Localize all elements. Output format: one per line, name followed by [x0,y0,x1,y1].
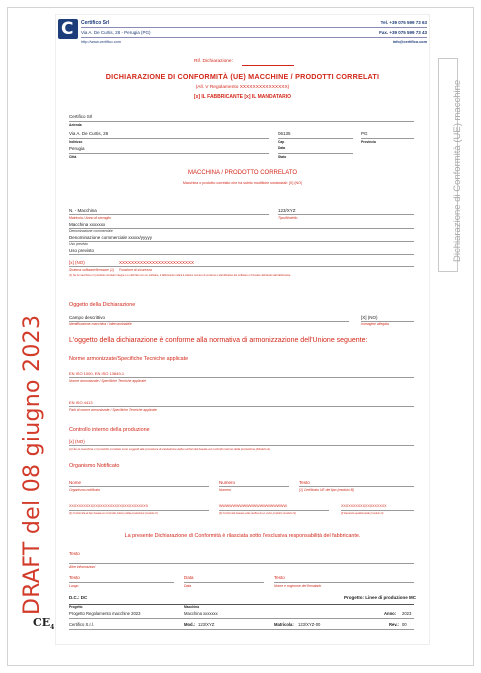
notified-body-name-sub: Organismo notificato [69,488,101,492]
signature-text-sub: Altre informazioni [69,565,96,569]
footer-project-right: Progetto: Linee di produzione MC [344,595,416,600]
machine-footnote: (1) Se la macchina o il prodotto correlato integra o è utilizzato con un software, il fabbricante indica il relativo numero di versione o identificativo del software o firmware dichiarato dal fabbricante. [69,274,292,277]
document-header [56,15,429,53]
manufacturer-name-label: Azienda [69,123,82,127]
footer-model-label: Mod.: [184,622,196,627]
notified-body-code-2-sub: [b] Conformità basata sulla verifica di un unico prodotto (modulo G) [219,512,296,515]
footer-model-value: 123/XYZ [198,622,215,627]
signature-sign-sub: Nome e cognome del firmatario [274,584,322,588]
footer-serial-value: 123/XYZ-00 [298,622,321,627]
header-address: Via A. De Curtis, 28 - Perugia (PG) [81,30,151,35]
signature-date-label: Data [184,575,194,580]
footer-year-value: 2023 [402,611,412,616]
machine-commercial-label: Uso previsto [69,242,88,246]
machine-flags-label: Sistema software/firmware (1) [69,268,115,272]
notified-body-code-1: XXXXXXXXXXXXXXXXXXXXXXXXXXXXXXXXX [69,504,149,508]
object-field-right-label: Immagine allegata [361,322,389,326]
ref-label: Rif. Dichiarazione: [194,59,233,64]
header-fax: Fax. +39 075 599 73 43 [379,30,427,35]
manufacturer-date-label: Data [278,146,286,150]
standards-line-1: EN ISO 1000, EN ISO 13849-1 [69,371,125,376]
machine-serial-left-label: Matricola / Anno di serraglio [69,216,111,220]
machine-name: Macchina xxxxxxx [69,222,106,227]
manufacturer-name: Certifico Srl [69,114,93,119]
internal-control-title: Controllo interno della produzione [69,427,150,433]
machine-section-note: Macchina o prodotto correlato che ha subito modifiche sostanziali: [X] (NO) [182,181,303,185]
signature-text-label: Testo [69,551,80,556]
ce-mark-icon: $CE_4$ [33,616,55,632]
machine-serial-value: 123/XYZ [278,208,296,213]
manufacturer-country-label: Stato [278,155,287,159]
header-company: Certifico Srl [81,20,110,26]
standards-line-2: EN ISO 4413 [69,400,93,405]
manufacturer-city-label: Città [69,155,77,159]
notified-body-code-1-sub: [1] Conformità al tipo basata sul controllo interno della produzione (modulo C) [69,512,158,515]
sidebar-label: Dichiarazione di Conformità (UE) macchine [452,79,463,262]
internal-control-value[interactable]: [x] (NO) [69,439,85,444]
footer-project-label: Progetto [69,605,83,609]
machine-use: Uso previsto [69,248,95,253]
manufacturer-cap-label: Cap [278,140,285,144]
object-field: Campo descrittivo [69,315,106,320]
manufacturer-city: Perugia [69,146,85,151]
footer-serial-label: Matricola: [274,622,294,627]
footer-machine-label: Macchina [184,605,200,609]
conformity-statement: L'oggetto della dichiarazione è conforme alla normativa di armonizzazione dell'Unione seguente: [69,337,368,344]
object-field-label: Identificazione macchina / intercambiabile [69,322,132,326]
document-subtitle: (All. V Regolamento XXXXXXXXXXXXXXX) [195,85,290,90]
footer-year-label: Anno: [384,611,397,616]
manufacturer-address: Via A. De Curtis, 28 [69,131,109,136]
signature-place-sub: Luogo [69,584,79,588]
signature-sign-label: Testo [274,575,285,580]
header-tel: Tel. +39 075 599 73 63 [380,20,427,25]
object-section-title: Oggetto della Dichiarazione [69,302,136,308]
roles-checkboxes[interactable]: [x] IL FABBRICANTE [x] IL MANDATARIO [193,94,292,100]
footer-company: Certifico S.r.l. [69,622,94,627]
footer-rev-value: 00 [402,622,407,627]
manufacturer-prov-label: Provincia [361,140,376,144]
manufacturer-address-label: Indirizzo [69,140,83,144]
notified-body-code-3: XXXXXXXXXXXXXXXXXXX [341,504,387,508]
machine-commercial: Denominazione commerciale xxxxx/yyyyy [69,235,153,240]
machine-name-label: Denominazione commerciale [69,229,113,233]
notified-body-code-2: WWWWWWWWWWWWWWWWWWWW [219,504,287,508]
footer-project-value: Progetto Regolamento macchine 2023 [69,611,141,616]
notified-body-text-sub: [1] Certificato UE del tipo (modulo B) [299,488,355,492]
manufacturer-cap: 06135 [278,131,291,136]
standards-title: Norme armonizzate/Specifiche Tecniche applicate [69,356,189,362]
machine-flag-code: XXXXXXXXXXXXXXXXXXXXXXXXX [119,260,195,265]
notified-body-code-3-sub: [f] Garanzia qualità totale (modulo H) [341,512,384,515]
draft-watermark: DRAFT del 08 giugno 2023 [20,314,45,615]
standards-line-1-label: Norme armonizzate / Specifiche Tecniche applicate [69,379,146,383]
machine-flags-label-2: Funzione di sicurezza [119,268,152,272]
object-field-right[interactable]: [X] (NO) [361,315,378,320]
signature-place-label: Testo [69,575,80,580]
signature-date-sub: Data [184,584,192,588]
header-email[interactable]: info@certifico.com [392,40,427,44]
standards-line-2-label: Parti di norme armonizzate / Specifiche Tecniche applicate [69,408,157,412]
footer-rev-label: Rev.: [389,622,399,627]
footer-machine-value: Macchina xxxxxxx [184,611,218,616]
machine-serial-label: Tipo/Modello [278,216,298,220]
responsibility-statement: La presente Dichiarazione di Conformità è rilasciata sotto l'esclusiva responsabilità del fabbricante. [124,533,361,539]
company-logo-icon: C [58,19,78,39]
header-website[interactable]: http://www.certifico.com [81,40,121,44]
machine-serial: N. - Macchina [69,208,97,213]
machine-flags[interactable]: [x] (NO) [69,260,85,265]
document-sheet [56,15,429,644]
notified-body-text-label: Testo [299,480,310,485]
document-title: DICHIARAZIONE DI CONFORMITÀ (UE) MACCHINE / PRODOTTI CORRELATI [105,72,380,81]
footer-doc-code: D.C.: DC [69,595,88,600]
machine-section-title: MACCHINA / PRODOTTO CORRELATO [187,170,297,176]
ref-value-line[interactable] [242,65,294,66]
notified-body-number-sub: Numero [219,488,232,492]
notified-body-title: Organismo Notificato [69,463,120,469]
manufacturer-prov: PG [361,131,368,136]
notified-body-number-label: Numero [219,480,236,485]
internal-control-note: (2) Se la macchina o il prodotto correlato sono soggetti alla procedura di valutazione della conformità basata sul controllo interno della produzione (Modulo A) [69,447,271,451]
notified-body-name-label: Nome [69,480,82,485]
